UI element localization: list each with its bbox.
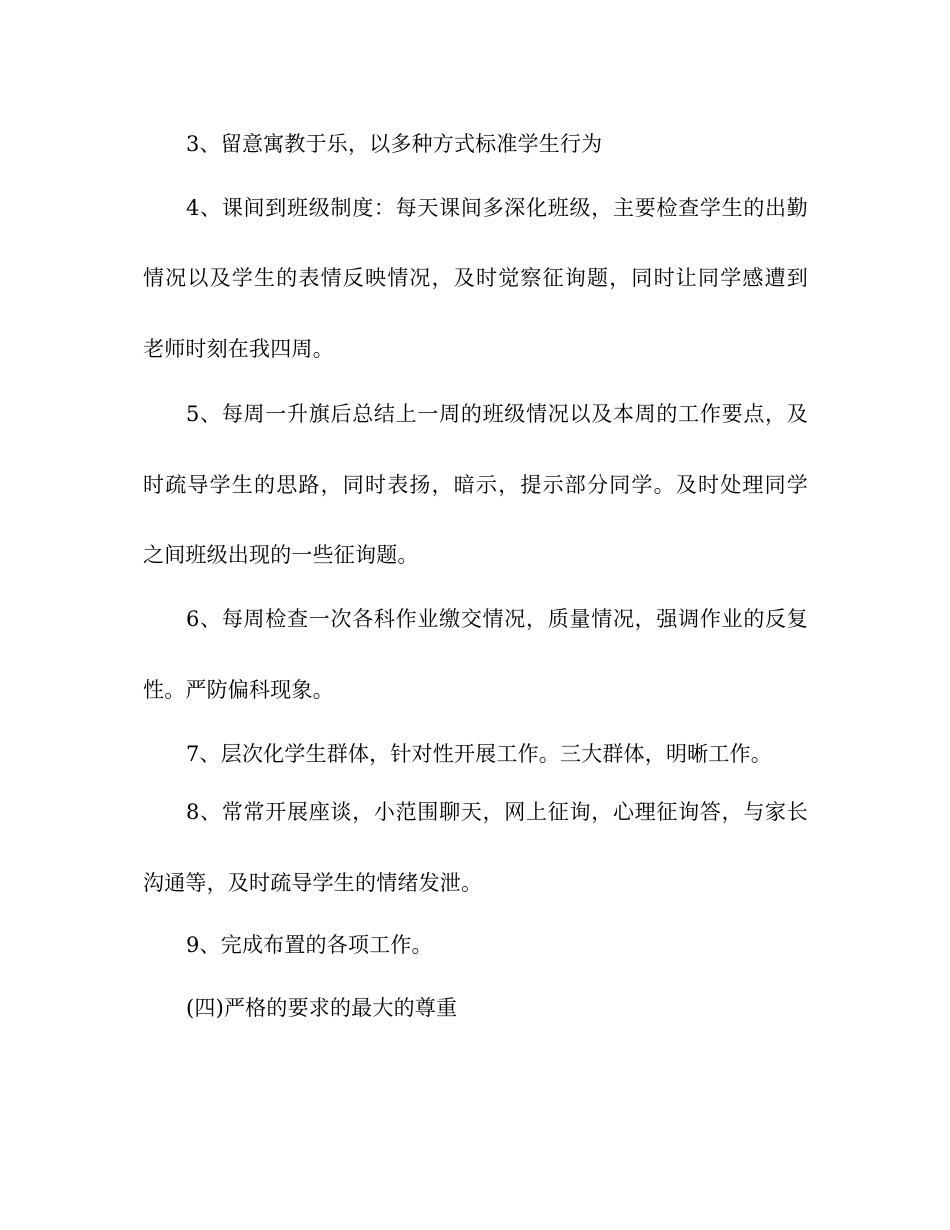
text-line-12: 沟通等，及时疏导学生的情绪发泄。 — [143, 871, 483, 895]
text-line-5: 5、每周一升旗后总结上一周的班级情况以及本周的工作要点，及 — [186, 402, 808, 426]
text-line-11: 8、常常开展座谈，小范围聊天，网上征询，心理征询答，与家长 — [186, 800, 808, 824]
text-line-10: 7、层次化学生群体，针对性开展工作。三大群体，明晰工作。 — [186, 742, 772, 766]
text-line-14: (四)严格的要求的最大的尊重 — [186, 996, 458, 1020]
text-line-6: 时疏导学生的思路，同时表扬，暗示，提示部分同学。及时处理同学 — [143, 473, 808, 497]
text-line-2: 4、课间到班级制度：每天课间多深化班级，主要检查学生的出勤 — [186, 196, 808, 220]
text-line-7: 之间班级出现的一些征询题。 — [143, 543, 419, 567]
text-line-3: 情况以及学生的表情反映情况，及时觉察征询题，同时让同学感遭到 — [143, 266, 808, 290]
text-line-13: 9、完成布置的各项工作。 — [186, 933, 433, 957]
text-line-4: 老师时刻在我四周。 — [143, 337, 334, 361]
text-line-8: 6、每周检查一次各科作业缴交情况，质量情况，强调作业的反复 — [186, 607, 808, 631]
text-line-9: 性。严防偏科现象。 — [143, 678, 334, 702]
text-line-1: 3、留意寓教于乐，以多种方式标准学生行为 — [186, 132, 603, 156]
